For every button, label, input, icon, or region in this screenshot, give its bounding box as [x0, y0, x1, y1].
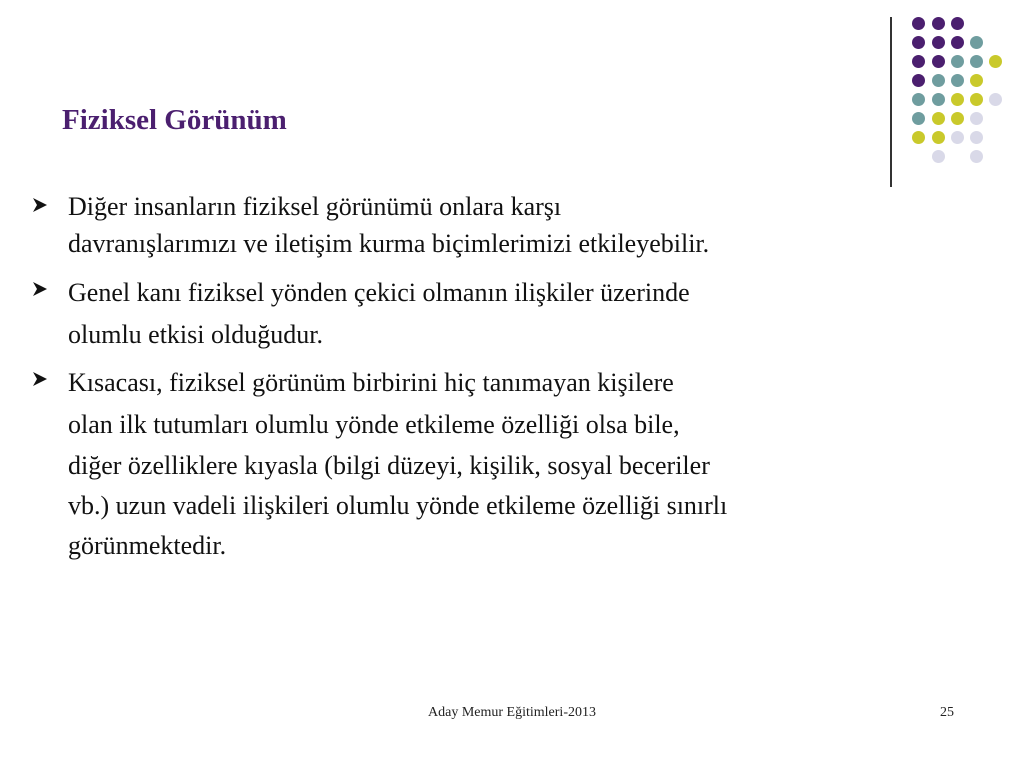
bullet-text-line: Diğer insanların fiziksel görünümü onlara karşı: [68, 192, 562, 221]
decorative-dot: [912, 74, 925, 87]
decorative-dot: [932, 17, 945, 30]
bullet-text-line: Genel kanı fiziksel yönden çekici olmanın ilişkiler üzerinde: [68, 278, 690, 307]
decorative-dot: [970, 93, 983, 106]
decorative-dot: [912, 93, 925, 106]
bullet-list: [30, 188, 950, 566]
arrow-bullet-icon: [30, 363, 52, 393]
footer-text: Aday Memur Eğitimleri-2013: [428, 705, 596, 720]
decorative-dot: [912, 55, 925, 68]
bullet-item: [30, 272, 950, 356]
bullet-text-line: davranışlarımızı ve iletişim kurma biçimlerimizi etkileyebilir.: [68, 229, 710, 258]
decorative-dot: [932, 93, 945, 106]
decorative-dot: [989, 55, 1002, 68]
decorative-dot: [970, 131, 983, 144]
bullet-item: [30, 188, 950, 262]
decorative-dot: [970, 36, 983, 49]
arrow-bullet-icon: [30, 189, 52, 219]
decorative-dot: [932, 74, 945, 87]
decorative-dot: [951, 36, 964, 49]
bullet-text-line: olan ilk tutumları olumlu yönde etkileme özelliği olsa bile,: [68, 410, 680, 439]
decorative-dot: [912, 36, 925, 49]
bullet-text-line: vb.) uzun vadeli ilişkileri olumlu yönde etkileme özelliği sınırlı: [68, 491, 728, 520]
bullet-text-line: Kısacası, fiziksel görünüm birbirini hiç tanımayan kişilere: [68, 368, 674, 397]
decorative-dot: [912, 112, 925, 125]
decorative-dot: [932, 36, 945, 49]
bullet-text-line: diğer özelliklere kıyasla (bilgi düzeyi, kişilik, sosyal beceriler: [68, 451, 710, 480]
decorative-dot: [951, 93, 964, 106]
decorative-dot: [970, 74, 983, 87]
decorative-dot: [932, 131, 945, 144]
decorative-dot: [912, 17, 925, 30]
decorative-dot: [912, 131, 925, 144]
decorative-dot: [989, 93, 1002, 106]
bullet-item: [30, 362, 950, 566]
decorative-dot: [970, 150, 983, 163]
decorative-dot: [932, 150, 945, 163]
decorative-dot: [951, 131, 964, 144]
decorative-dot: [970, 55, 983, 68]
decorative-dot-grid: [0, 0, 1024, 200]
decorative-dot: [932, 112, 945, 125]
decorative-divider: [890, 17, 892, 187]
decorative-dot: [951, 112, 964, 125]
decorative-dot: [970, 112, 983, 125]
page-number: 25: [940, 705, 954, 720]
bullet-text-line: görünmektedir.: [68, 531, 227, 560]
decorative-dot: [932, 55, 945, 68]
bullet-text-line: olumlu etkisi olduğudur.: [68, 320, 323, 349]
decorative-dot: [951, 74, 964, 87]
decorative-dot: [951, 55, 964, 68]
decorative-dot: [951, 17, 964, 30]
arrow-bullet-icon: [30, 273, 52, 303]
slide-title: Fiziksel Görünüm: [62, 104, 287, 136]
